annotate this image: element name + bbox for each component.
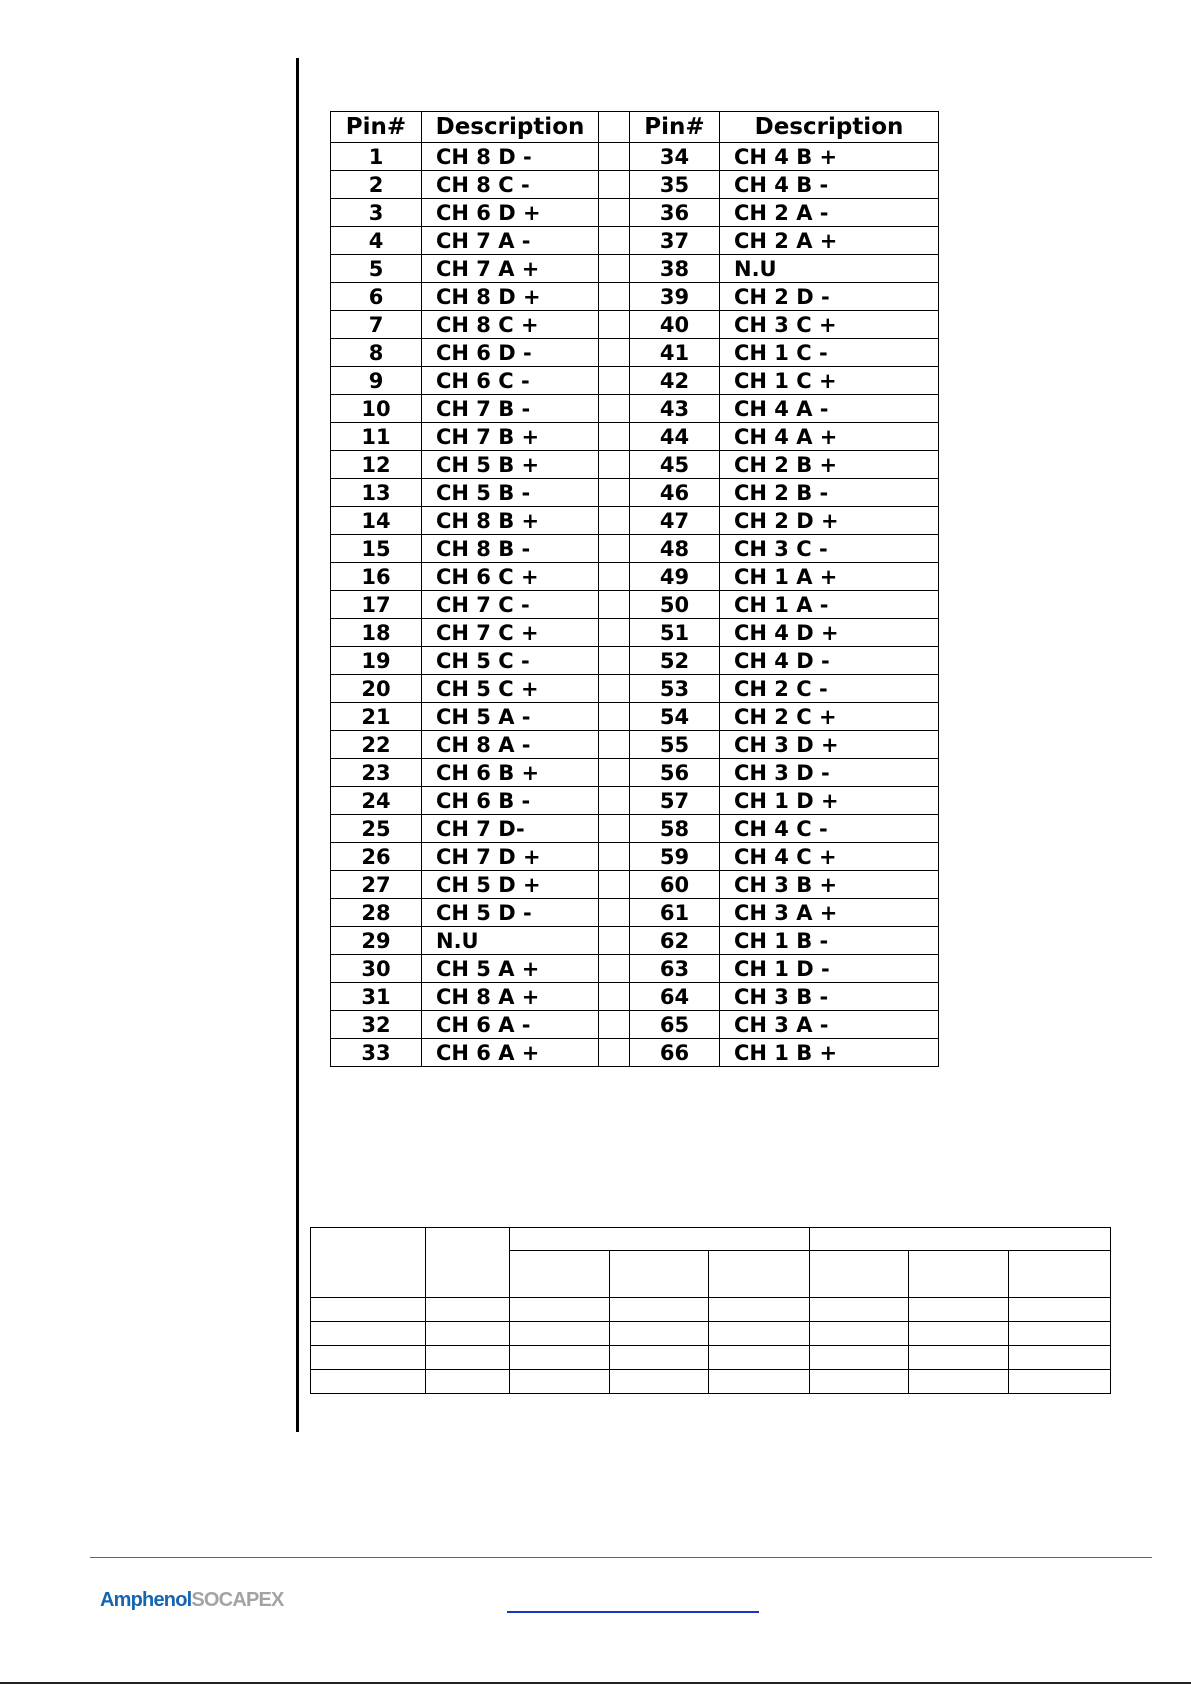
table-row <box>331 759 939 787</box>
spacer-cell <box>599 619 630 647</box>
spacer-cell <box>599 395 630 423</box>
pin-left-cell: 29 <box>331 927 422 955</box>
spec-cell <box>1009 1370 1111 1394</box>
table-row <box>331 899 939 927</box>
description-left-cell: CH 7 B + <box>422 423 599 451</box>
spec-cell <box>909 1346 1009 1370</box>
description-left-cell: CH 5 B - <box>422 479 599 507</box>
spec-data-row <box>311 1370 1111 1394</box>
pin-right-cell: 35 <box>630 171 720 199</box>
footer-website-link[interactable] <box>507 1589 759 1613</box>
spacer-cell <box>599 843 630 871</box>
description-right-cell: CH 2 A - <box>720 199 939 227</box>
pin-left-cell: 20 <box>331 675 422 703</box>
pin-right-cell: 62 <box>630 927 720 955</box>
pin-assignment-table <box>330 111 939 1067</box>
spec-cell <box>311 1322 426 1346</box>
description-right-cell: CH 1 C - <box>720 339 939 367</box>
pin-right-cell: 56 <box>630 759 720 787</box>
table-row <box>331 815 939 843</box>
pin-left-cell: 5 <box>331 255 422 283</box>
description-right-cell: CH 4 C + <box>720 843 939 871</box>
spacer-cell <box>599 731 630 759</box>
pin-right-cell: 65 <box>630 1011 720 1039</box>
pin-right-cell: 60 <box>630 871 720 899</box>
description-right-cell: N.U <box>720 255 939 283</box>
spec-cell <box>810 1346 909 1370</box>
pin-left-cell: 22 <box>331 731 422 759</box>
pin-left-cell: 13 <box>331 479 422 507</box>
pin-right-cell: 55 <box>630 731 720 759</box>
spacer-cell <box>599 311 630 339</box>
description-right-cell: CH 1 C + <box>720 367 939 395</box>
description-right-cell: CH 2 A + <box>720 227 939 255</box>
table-row <box>331 1039 939 1067</box>
description-left-cell: CH 7 D + <box>422 843 599 871</box>
description-left-cell: CH 5 D - <box>422 899 599 927</box>
pin-right-cell: 58 <box>630 815 720 843</box>
table-row <box>331 535 939 563</box>
description-right-cell: CH 3 B + <box>720 871 939 899</box>
table-row <box>331 423 939 451</box>
table-row <box>331 619 939 647</box>
spacer-cell <box>599 703 630 731</box>
table-row <box>331 479 939 507</box>
spec-cell <box>709 1346 810 1370</box>
spacer-cell <box>599 199 630 227</box>
table-row <box>331 339 939 367</box>
spacer-cell <box>599 227 630 255</box>
pin-left-cell: 12 <box>331 451 422 479</box>
table-row <box>331 255 939 283</box>
description-right-cell: CH 4 A + <box>720 423 939 451</box>
spec-subheader-cell <box>510 1251 610 1298</box>
description-left-cell: CH 7 D- <box>422 815 599 843</box>
description-left-cell: CH 8 D + <box>422 283 599 311</box>
description-right-cell: CH 1 D - <box>720 955 939 983</box>
pin-right-cell: 53 <box>630 675 720 703</box>
spec-cell <box>909 1298 1009 1322</box>
pin-left-cell: 25 <box>331 815 422 843</box>
spacer-cell <box>599 759 630 787</box>
pin-right-cell: 42 <box>630 367 720 395</box>
pin-left-cell: 16 <box>331 563 422 591</box>
description-right-cell: CH 4 D + <box>720 619 939 647</box>
spec-data-row <box>311 1346 1111 1370</box>
table-row <box>331 787 939 815</box>
spec-group-header-cell <box>810 1228 1111 1251</box>
spec-subheader-cell <box>1009 1251 1111 1298</box>
pin-left-cell: 4 <box>331 227 422 255</box>
description-left-cell: CH 6 B + <box>422 759 599 787</box>
spec-header-row-1 <box>311 1228 1111 1251</box>
spacer-cell <box>599 1011 630 1039</box>
spacer-cell <box>599 507 630 535</box>
pin-left-cell: 33 <box>331 1039 422 1067</box>
pin-right-cell: 44 <box>630 423 720 451</box>
spec-cell <box>909 1322 1009 1346</box>
page-bottom-edge <box>0 1682 1191 1684</box>
table-row <box>331 675 939 703</box>
description-left-cell: CH 5 D + <box>422 871 599 899</box>
pin-right-cell: 63 <box>630 955 720 983</box>
description-left-cell: CH 7 C - <box>422 591 599 619</box>
description-left-cell: CH 6 B - <box>422 787 599 815</box>
pin-left-cell: 9 <box>331 367 422 395</box>
pin-left-cell: 14 <box>331 507 422 535</box>
spacer-cell <box>599 283 630 311</box>
pin-right-cell: 43 <box>630 395 720 423</box>
description-right-cell: CH 1 B + <box>720 1039 939 1067</box>
pin-left-cell: 17 <box>331 591 422 619</box>
spec-data-row <box>311 1298 1111 1322</box>
table-row <box>331 507 939 535</box>
margin-rule <box>296 58 299 1432</box>
spacer-cell <box>599 815 630 843</box>
table-row <box>331 283 939 311</box>
spec-cell <box>1009 1298 1111 1322</box>
spacer-column-header <box>599 112 630 143</box>
pin-right-cell: 37 <box>630 227 720 255</box>
spec-cell <box>426 1298 510 1322</box>
description-left-cell: CH 8 A - <box>422 731 599 759</box>
spacer-cell <box>599 927 630 955</box>
pin-left-cell: 32 <box>331 1011 422 1039</box>
spec-header-cell <box>426 1228 510 1298</box>
spec-cell <box>1009 1346 1111 1370</box>
pin-right-cell: 34 <box>630 143 720 171</box>
spec-cell <box>909 1370 1009 1394</box>
table-row <box>331 871 939 899</box>
spacer-cell <box>599 675 630 703</box>
spacer-cell <box>599 563 630 591</box>
description-right-cell: CH 4 B + <box>720 143 939 171</box>
spec-cell <box>426 1346 510 1370</box>
spacer-cell <box>599 787 630 815</box>
pin-table-body <box>331 143 939 1067</box>
pin-right-cell: 48 <box>630 535 720 563</box>
description-left-cell: CH 6 A - <box>422 1011 599 1039</box>
description-right-cell: CH 3 D + <box>720 731 939 759</box>
pin-left-cell: 10 <box>331 395 422 423</box>
description-left-cell: CH 6 C - <box>422 367 599 395</box>
description-left-cell: CH 5 A + <box>422 955 599 983</box>
description-right-cell: CH 3 B - <box>720 983 939 1011</box>
spacer-cell <box>599 171 630 199</box>
spec-cell <box>709 1298 810 1322</box>
description-right-cell: CH 3 D - <box>720 759 939 787</box>
pin-right-cell: 46 <box>630 479 720 507</box>
pin-left-cell: 18 <box>331 619 422 647</box>
spec-subheader-cell <box>709 1251 810 1298</box>
description-right-cell: CH 3 A - <box>720 1011 939 1039</box>
description-right-cell: CH 2 C + <box>720 703 939 731</box>
description-right-cell: CH 4 B - <box>720 171 939 199</box>
description-left-cell: CH 8 C + <box>422 311 599 339</box>
logo-sub-text: SOCAPEX <box>191 1589 284 1611</box>
spec-group-header-cell <box>510 1228 810 1251</box>
pin-right-cell: 38 <box>630 255 720 283</box>
pin-right-cell: 47 <box>630 507 720 535</box>
description-left-cell: CH 5 C - <box>422 647 599 675</box>
spec-cell <box>610 1370 709 1394</box>
pin-left-cell: 2 <box>331 171 422 199</box>
description-right-cell: CH 3 C + <box>720 311 939 339</box>
spec-subheader-cell <box>810 1251 909 1298</box>
spec-subheader-cell <box>610 1251 709 1298</box>
spec-cell <box>810 1370 909 1394</box>
description-left-cell: CH 6 D + <box>422 199 599 227</box>
pin-right-cell: 57 <box>630 787 720 815</box>
pin-left-cell: 15 <box>331 535 422 563</box>
pin-left-cell: 31 <box>331 983 422 1011</box>
pin-right-cell: 64 <box>630 983 720 1011</box>
table-row <box>331 199 939 227</box>
pin-table-header-row <box>331 112 939 143</box>
footer-divider <box>90 1557 1152 1558</box>
description-left-cell: CH 8 A + <box>422 983 599 1011</box>
pin-right-cell: 51 <box>630 619 720 647</box>
pin-column-header-right: Pin# <box>630 112 720 143</box>
pin-left-cell: 30 <box>331 955 422 983</box>
spacer-cell <box>599 479 630 507</box>
spacer-cell <box>599 1039 630 1067</box>
spec-header-cell <box>311 1228 426 1298</box>
pin-right-cell: 45 <box>630 451 720 479</box>
spacer-cell <box>599 339 630 367</box>
description-left-cell: CH 8 D - <box>422 143 599 171</box>
description-left-cell: CH 5 A - <box>422 703 599 731</box>
description-right-cell: CH 4 D - <box>720 647 939 675</box>
pin-left-cell: 21 <box>331 703 422 731</box>
description-right-cell: CH 2 D + <box>720 507 939 535</box>
pin-right-cell: 66 <box>630 1039 720 1067</box>
spec-cell <box>610 1346 709 1370</box>
spacer-cell <box>599 451 630 479</box>
spec-cell <box>311 1370 426 1394</box>
spacer-cell <box>599 367 630 395</box>
table-row <box>331 983 939 1011</box>
description-column-header-left: Description <box>422 112 599 143</box>
table-row <box>331 311 939 339</box>
description-left-cell: CH 6 D - <box>422 339 599 367</box>
spec-cell <box>510 1370 610 1394</box>
spacer-cell <box>599 955 630 983</box>
spec-cell <box>610 1298 709 1322</box>
spec-cell <box>426 1322 510 1346</box>
pin-left-cell: 27 <box>331 871 422 899</box>
spec-cell <box>510 1346 610 1370</box>
spec-cell <box>610 1322 709 1346</box>
spacer-cell <box>599 871 630 899</box>
spacer-cell <box>599 591 630 619</box>
pin-left-cell: 26 <box>331 843 422 871</box>
pin-right-cell: 40 <box>630 311 720 339</box>
pin-left-cell: 11 <box>331 423 422 451</box>
description-left-cell: CH 5 B + <box>422 451 599 479</box>
description-right-cell: CH 2 C - <box>720 675 939 703</box>
table-row <box>331 227 939 255</box>
spacer-cell <box>599 647 630 675</box>
spec-table <box>310 1227 1111 1394</box>
pin-right-cell: 61 <box>630 899 720 927</box>
table-row <box>331 703 939 731</box>
description-left-cell: CH 7 C + <box>422 619 599 647</box>
description-column-header-right: Description <box>720 112 939 143</box>
pin-left-cell: 1 <box>331 143 422 171</box>
description-right-cell: CH 2 B - <box>720 479 939 507</box>
table-row <box>331 731 939 759</box>
pin-left-cell: 23 <box>331 759 422 787</box>
description-left-cell: CH 8 B + <box>422 507 599 535</box>
logo-brand-text: Amphenol <box>100 1589 192 1611</box>
description-left-cell: CH 8 C - <box>422 171 599 199</box>
description-left-cell: CH 6 C + <box>422 563 599 591</box>
description-right-cell: CH 1 D + <box>720 787 939 815</box>
spacer-cell <box>599 899 630 927</box>
table-row <box>331 591 939 619</box>
table-row <box>331 955 939 983</box>
pin-right-cell: 50 <box>630 591 720 619</box>
spacer-cell <box>599 423 630 451</box>
pin-right-cell: 39 <box>630 283 720 311</box>
spec-cell <box>709 1370 810 1394</box>
pin-left-cell: 7 <box>331 311 422 339</box>
description-right-cell: CH 1 A + <box>720 563 939 591</box>
description-left-cell: CH 7 A + <box>422 255 599 283</box>
table-row <box>331 843 939 871</box>
pin-right-cell: 54 <box>630 703 720 731</box>
description-right-cell: CH 3 C - <box>720 535 939 563</box>
description-right-cell: CH 2 D - <box>720 283 939 311</box>
description-right-cell: CH 4 C - <box>720 815 939 843</box>
pin-left-cell: 8 <box>331 339 422 367</box>
spec-cell <box>510 1322 610 1346</box>
spacer-cell <box>599 143 630 171</box>
spec-cell <box>311 1298 426 1322</box>
pin-left-cell: 3 <box>331 199 422 227</box>
pin-column-header-left: Pin# <box>331 112 422 143</box>
description-left-cell: CH 7 A - <box>422 227 599 255</box>
pin-left-cell: 6 <box>331 283 422 311</box>
description-right-cell: CH 2 B + <box>720 451 939 479</box>
description-left-cell: CH 5 C + <box>422 675 599 703</box>
description-left-cell: CH 8 B - <box>422 535 599 563</box>
table-row <box>331 927 939 955</box>
table-row <box>331 451 939 479</box>
spec-cell <box>426 1370 510 1394</box>
description-right-cell: CH 1 A - <box>720 591 939 619</box>
pin-right-cell: 52 <box>630 647 720 675</box>
table-row <box>331 171 939 199</box>
spec-cell <box>510 1298 610 1322</box>
description-right-cell: CH 4 A - <box>720 395 939 423</box>
table-row <box>331 395 939 423</box>
spacer-cell <box>599 535 630 563</box>
spec-cell <box>311 1346 426 1370</box>
spacer-cell <box>599 983 630 1011</box>
pin-right-cell: 59 <box>630 843 720 871</box>
spec-subheader-cell <box>909 1251 1009 1298</box>
description-right-cell: CH 3 A + <box>720 899 939 927</box>
spec-cell <box>810 1298 909 1322</box>
description-left-cell: CH 6 A + <box>422 1039 599 1067</box>
pin-left-cell: 28 <box>331 899 422 927</box>
description-left-cell: CH 7 B - <box>422 395 599 423</box>
table-row <box>331 563 939 591</box>
description-left-cell: N.U <box>422 927 599 955</box>
table-row <box>331 647 939 675</box>
table-row <box>331 367 939 395</box>
company-logo <box>100 1588 284 1612</box>
table-row <box>331 1011 939 1039</box>
pin-right-cell: 36 <box>630 199 720 227</box>
spec-data-row <box>311 1322 1111 1346</box>
pin-left-cell: 19 <box>331 647 422 675</box>
spec-cell <box>810 1322 909 1346</box>
spacer-cell <box>599 255 630 283</box>
pin-right-cell: 49 <box>630 563 720 591</box>
spec-cell <box>1009 1322 1111 1346</box>
pin-left-cell: 24 <box>331 787 422 815</box>
pin-right-cell: 41 <box>630 339 720 367</box>
table-row <box>331 143 939 171</box>
spec-cell <box>709 1322 810 1346</box>
description-right-cell: CH 1 B - <box>720 927 939 955</box>
